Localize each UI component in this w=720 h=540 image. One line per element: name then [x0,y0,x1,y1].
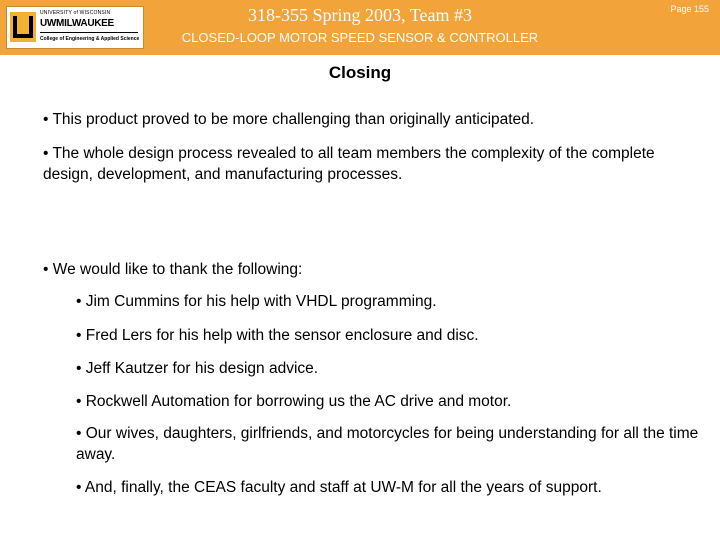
logo-main-text: UWMILWAUKEE [40,18,114,29]
university-logo [6,6,144,49]
course-title: 318-355 Spring 2003, Team #3 [248,5,472,25]
project-subtitle: CLOSED-LOOP MOTOR SPEED SENSOR & CONTROLLER [181,30,539,45]
uwm-logo-icon [10,12,36,42]
slide-title: Closing [328,63,392,82]
bullet-item: • This product proved to be more challenging than originally anticipated. [43,111,535,128]
sub-bullet-item: • Jim Cummins for his help with VHDL programming. [76,293,437,310]
bullet-item: • We would like to thank the following: [43,261,303,278]
sub-bullet-item: • Our wives, daughters, girlfriends, and motorcycles for being understanding for all the time away. [76,425,699,463]
bullet-item: • The whole design process revealed to all team members the complexity of the complete design, development, and manufacturing processes. [43,145,655,183]
logo-sub-text: College of Engineering & Applied Science [40,36,140,42]
sub-bullet-item: • Rockwell Automation for borrowing us the AC drive and motor. [76,393,512,410]
sub-bullet-item: • Fred Lers for his help with the sensor enclosure and disc. [76,327,479,344]
sub-bullet-item: • And, finally, the CEAS faculty and staff at UW-M for all the years of support. [76,479,602,496]
sub-bullet-item: • Jeff Kautzer for his design advice. [76,360,319,377]
logo-divider [40,32,138,33]
logo-small-text: UNIVERSITY of WISCONSIN [40,10,111,16]
slide-header [0,0,720,55]
page-number: Page 155 [670,4,709,14]
